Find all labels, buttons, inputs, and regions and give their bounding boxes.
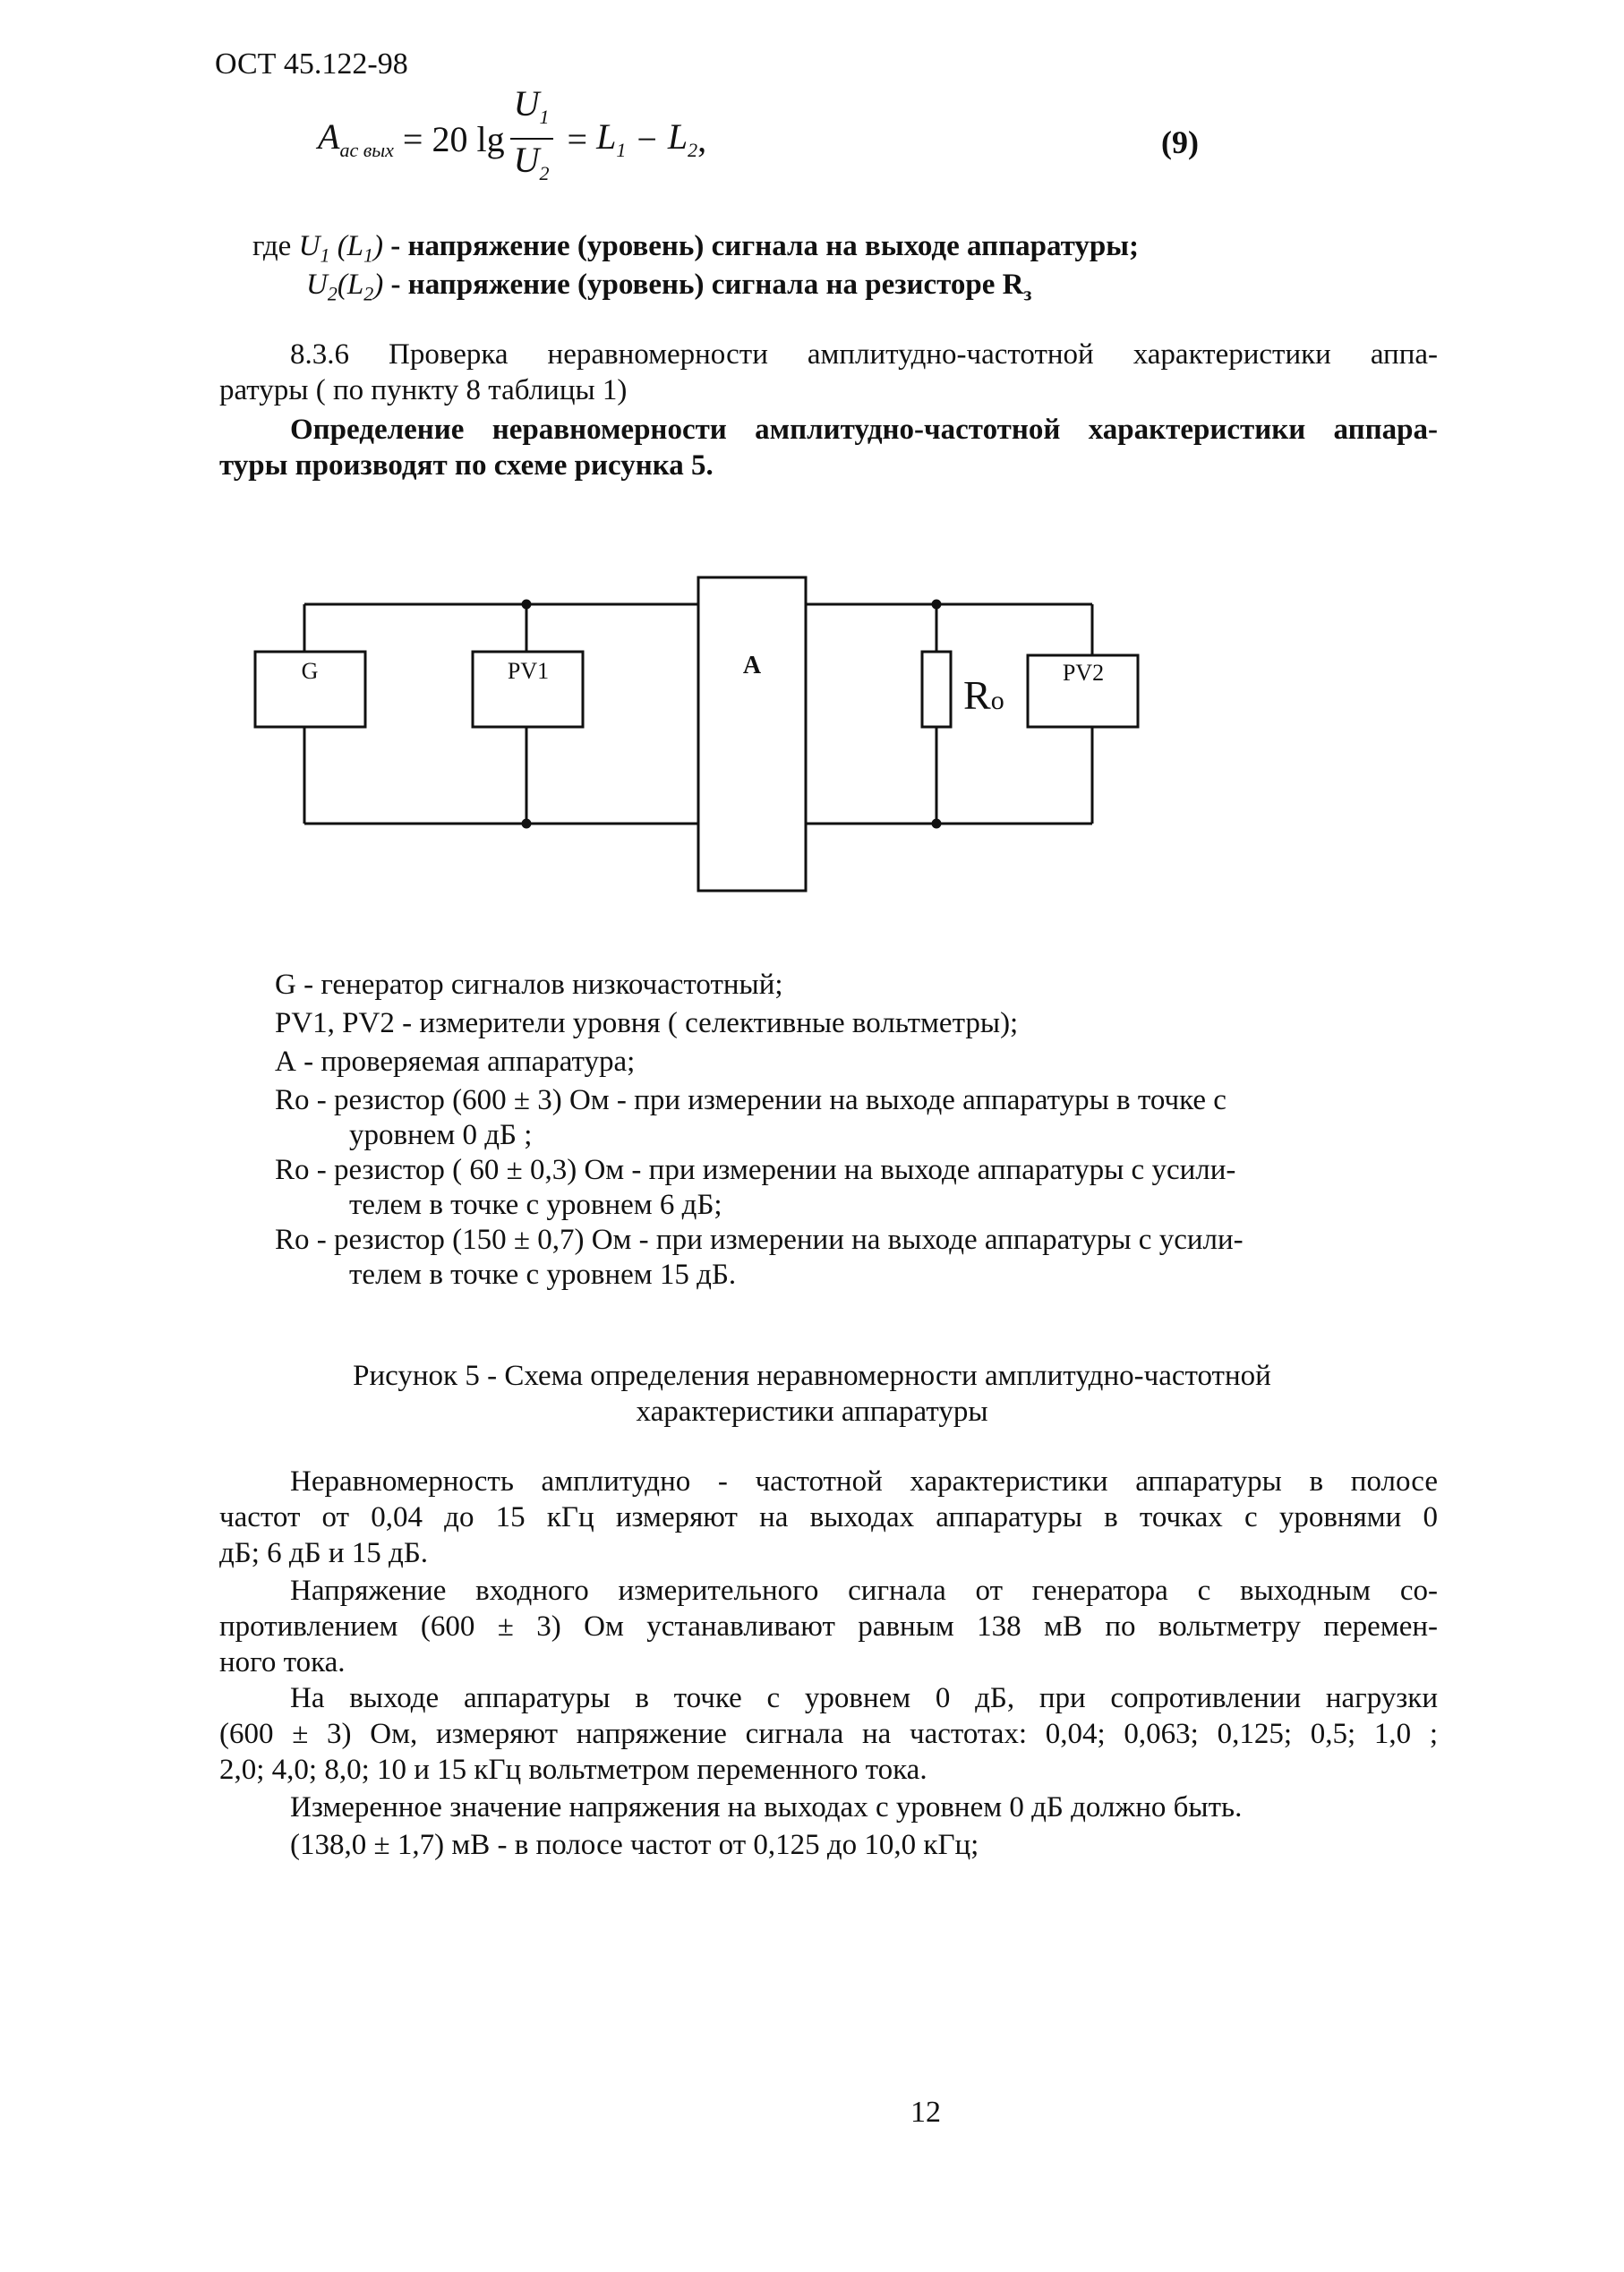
formula-lhs: $A_{ас вых}$ bbox=[318, 116, 394, 161]
legend-ro-150-line-1: Ro - резистор (150 ± 0,7) Ом - при измерении на выходе аппаратуры с усили- bbox=[275, 1224, 1244, 1256]
body-p3-line-3: 2,0; 4,0; 8,0; 10 и 15 кГц вольтметром переменного тока. bbox=[219, 1754, 927, 1786]
formula-equals-2: = bbox=[567, 118, 588, 159]
figure-caption-line-1: Рисунок 5 - Схема определения неравномерности амплитудно-частотной bbox=[353, 1360, 1271, 1392]
body-p1-line-2: частот от 0,04 до 15 кГц измеряют на выходах аппаратуры в точках с уровнями 0 bbox=[219, 1501, 1438, 1533]
junction-pv1-bottom bbox=[523, 820, 530, 827]
where-line-2: $U_2(L_2)$ - напряжение (уровень) сигнала на резисторе $R_з$ bbox=[306, 269, 1032, 305]
formula-9 bbox=[318, 81, 706, 197]
body-p3-line-1: На выходе аппаратуры в точке с уровнем 0 дБ, при сопротивлении нагрузки bbox=[290, 1682, 1438, 1714]
formula-coefficient: 20 lg bbox=[432, 118, 505, 159]
document-code: ОСТ 45.122-98 bbox=[215, 47, 408, 81]
circuit-diagram bbox=[242, 564, 1173, 904]
fraction-denominator: $U_2$ bbox=[513, 140, 550, 184]
where-line-1: где $U_1$ $(L_1)$ - напряжение (уровень) сигнала на выходе аппаратуры; bbox=[252, 230, 1139, 267]
body-p2-line-1: Напряжение входного измерительного сигнала от генератора с выходным со- bbox=[290, 1575, 1438, 1607]
section-heading-line-1: 8.3.6 Проверка неравномерности амплитудно-частотной характеристики аппа- bbox=[290, 338, 1438, 371]
formula-fraction bbox=[510, 83, 553, 194]
label-g: G bbox=[301, 658, 319, 684]
section-paragraph-line-2: туры производят по схеме рисунка 5. bbox=[219, 449, 714, 482]
legend-pv: PV1, PV2 - измерители уровня ( селективные вольтметры); bbox=[275, 1007, 1019, 1039]
section-heading-line-2: ратуры ( по пункту 8 таблицы 1) bbox=[219, 374, 628, 406]
apparatus-box bbox=[698, 577, 806, 891]
formula-comma: , bbox=[697, 118, 707, 159]
formula-l1: $L_1$ bbox=[596, 116, 627, 161]
body-p5-line-1: (138,0 ± 1,7) мВ - в полосе частот от 0,125 до 10,0 кГц; bbox=[290, 1829, 979, 1861]
body-p1-line-1: Неравномерность амплитудно - частотной характеристики аппаратуры в полосе bbox=[290, 1465, 1438, 1498]
body-p3-line-2: (600 ± 3) Ом, измеряют напряжение сигнала на частотах: 0,04; 0,063; 0,125; 0,5; 1,0 ; bbox=[219, 1718, 1438, 1750]
legend-g: G - генератор сигналов низкочастотный; bbox=[275, 969, 783, 1001]
junction-pv1-top bbox=[523, 601, 530, 608]
junction-ro-bottom bbox=[933, 820, 940, 827]
legend-ro-60-line-2: телем в точке с уровнем 6 дБ; bbox=[349, 1189, 722, 1221]
formula-equals: = bbox=[402, 118, 423, 159]
junction-ro-top bbox=[933, 601, 940, 608]
resistor-ro bbox=[922, 652, 951, 727]
body-p2-line-3: ного тока. bbox=[219, 1646, 346, 1678]
body-p2-line-2: противлением (600 ± 3) Ом устанавливают равным 138 мВ по вольтметру перемен- bbox=[219, 1610, 1438, 1643]
label-a: A bbox=[742, 652, 762, 679]
page-number: 12 bbox=[910, 2096, 941, 2129]
label-ro: Ro bbox=[963, 672, 1004, 718]
body-p4-line-1: Измеренное значение напряжения на выходах с уровнем 0 дБ должно быть. bbox=[290, 1791, 1243, 1824]
formula-number: (9) bbox=[1161, 124, 1199, 160]
legend-ro-60-line-1: Ro - резистор ( 60 ± 0,3) Ом - при измерении на выходе аппаратуры с усили- bbox=[275, 1154, 1236, 1186]
section-paragraph-line-1: Определение неравномерности амплитудно-частотной характеристики аппара- bbox=[290, 414, 1438, 446]
legend-ro-600-line-2: уровнем 0 дБ ; bbox=[349, 1119, 533, 1151]
fraction-numerator: $U_1$ bbox=[510, 83, 553, 140]
legend-ro-150-line-2: телем в точке с уровнем 15 дБ. bbox=[349, 1259, 737, 1291]
figure-caption-line-2: характеристики аппаратуры bbox=[636, 1396, 988, 1428]
legend-a: А - проверяемая аппаратура; bbox=[275, 1046, 636, 1078]
formula-l2: $L_2$ bbox=[667, 116, 698, 161]
formula-minus: − bbox=[637, 118, 657, 159]
label-pv1: PV1 bbox=[507, 658, 550, 684]
legend-ro-600-line-1: Ro - резистор (600 ± 3) Ом - при измерении на выходе аппаратуры в точке с bbox=[275, 1084, 1227, 1116]
label-pv2: PV2 bbox=[1062, 660, 1105, 686]
body-p1-line-3: дБ; 6 дБ и 15 дБ. bbox=[219, 1537, 429, 1569]
